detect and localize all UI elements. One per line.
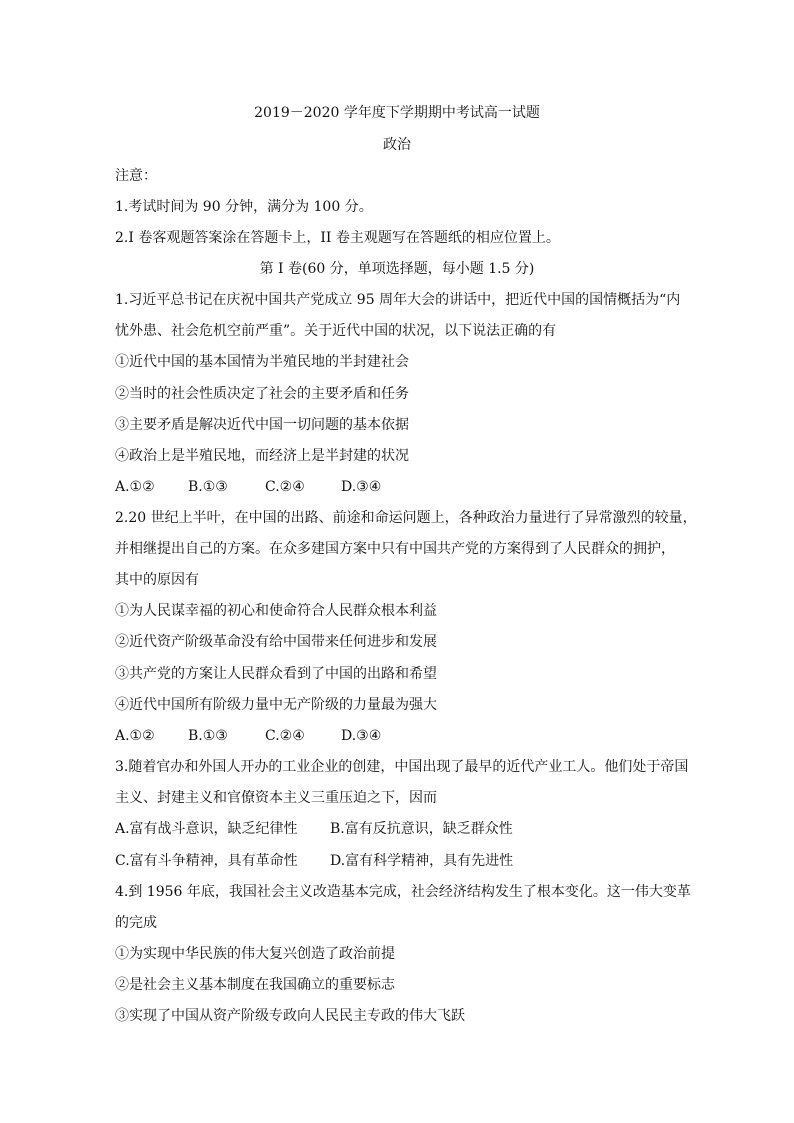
q2-statement-3: ③共产党的方案让人民群众看到了中国的出路和希望: [115, 666, 437, 682]
q2-statement-4: ④近代中国所有阶级力量中无产阶级的力量最为强大: [115, 697, 437, 713]
q3-stem-line-2: 主义、封建主义和官僚资本主义三重压迫之下，因而: [115, 790, 437, 806]
q3-option-a: A.富有战斗意识，缺乏纪律性: [115, 821, 298, 837]
q3-option-b: B.富有反抗意识，缺乏群众性: [330, 821, 513, 837]
exam-title: 2019－2020 学年度下学期期中考试高一试题: [254, 105, 540, 121]
q2-statement-1: ①为人民谋幸福的初心和使命符合人民群众根本利益: [115, 603, 437, 619]
q2-option-a: A.①②: [115, 728, 155, 744]
q2-option-c: C.②④: [265, 728, 305, 744]
q3-option-d: D.富有科学精神，具有先进性: [330, 853, 514, 869]
notice-item-1: 1.考试时间为 90 分钟，满分为 100 分。: [115, 199, 373, 215]
q1-option-c: C.②④: [265, 479, 305, 495]
q4-statement-1: ①为实现中华民族的伟大复兴创造了政治前提: [115, 946, 395, 962]
q1-stem-line-1: 1.习近平总书记在庆祝中国共产党成立 95 周年大会的讲话中，把近代中国的国情概括为“内: [115, 292, 681, 308]
q2-statement-2: ②近代资产阶级革命没有给中国带来任何进步和发展: [115, 634, 437, 650]
q4-statement-3: ③实现了中国从资产阶级专政向人民民主专政的伟大飞跃: [115, 1008, 465, 1024]
q2-option-b: B.①③: [188, 728, 228, 744]
q1-stem-line-2: 忧外患、社会危机空前严重”。关于近代中国的状况，以下说法正确的有: [115, 323, 557, 339]
q1-option-d: D.③④: [341, 479, 382, 495]
q4-stem-line-1: 4.到 1956 年底，我国社会主义改造基本完成，社会经济结构发生了根本变化。这一伟大变革: [115, 884, 691, 900]
q2-stem-line-2: 并相继提出自己的方案。在众多建国方案中只有中国共产党的方案得到了人民群众的拥护，: [115, 541, 675, 557]
q1-statement-3: ③主要矛盾是解决近代中国一切问题的基本依据: [115, 417, 409, 433]
q4-statement-2: ②是社会主义基本制度在我国确立的重要标志: [115, 977, 395, 993]
q1-statement-1: ①近代中国的基本国情为半殖民地的半封建社会: [115, 354, 409, 370]
q1-statement-2: ②当时的社会性质决定了社会的主要矛盾和任务: [115, 386, 409, 402]
subject-title: 政治: [383, 137, 411, 153]
q3-option-c: C.富有斗争精神，具有革命性: [115, 853, 298, 869]
section-heading: 第 I 卷(60 分，单项选择题，每小题 1.5 分): [259, 261, 535, 277]
q2-stem-line-1: 2.20 世纪上半叶，在中国的出路、前途和命运问题上，各种政治力量进行了异常激烈的较量，: [115, 510, 697, 526]
q1-statement-4: ④政治上是半殖民地，而经济上是半封建的状况: [115, 448, 409, 464]
notice-label: 注意：: [115, 168, 157, 184]
q2-stem-line-3: 其中的原因有: [115, 572, 199, 588]
q1-option-a: A.①②: [115, 479, 155, 495]
q1-option-b: B.①③: [188, 479, 228, 495]
notice-item-2: 2.I 卷客观题答案涂在答题卡上，II 卷主观题写在答题纸的相应位置上。: [115, 230, 560, 246]
q3-stem-line-1: 3.随着官办和外国人开办的工业企业的创建，中国出现了最早的近代产业工人。他们处于帝国: [115, 759, 689, 775]
q4-stem-line-2: 的完成: [115, 915, 157, 931]
q2-option-d: D.③④: [341, 728, 382, 744]
